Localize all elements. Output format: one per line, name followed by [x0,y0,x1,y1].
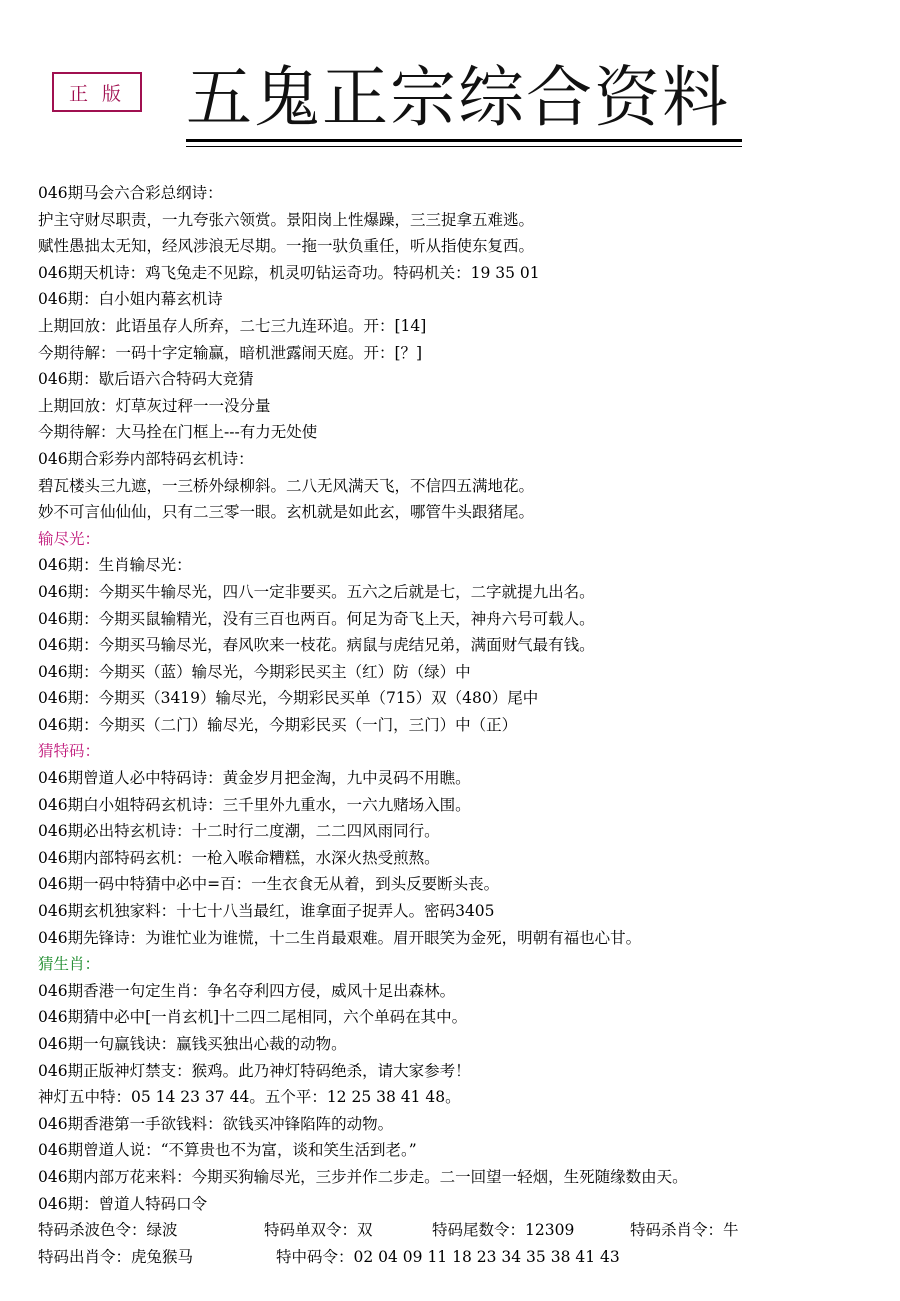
text-line: 046期：今期买（蓝）输尽光，今期彩民买主（红）防（绿）中 [38,662,471,681]
text-line: 046期一码中特猜中必中=百：一生衣食无从着，到头反要断头丧。 [38,875,500,894]
text-line: 046期：今期买（二门）输尽光，今期彩民买（一门，三门）中（正） [38,715,518,734]
section-heading-guess-zodiac: 猜生肖： [38,955,101,974]
section-heading-lose-all: 输尽光： [38,529,101,548]
text-line: 046期：曾道人特码口令 [38,1194,208,1213]
text-line: 今期待解：一码十字定输赢，暗机泄露闹天庭。开：[？] [38,343,423,362]
page-title: 五鬼正宗综合资料 [186,59,730,136]
text-line: 上期回放：灯草灰过秤一一没分量 [38,396,271,415]
footer-out-zodiac: 特码出肖令：虎兔猴马 [38,1247,194,1266]
text-line: 护主守财尽职责，一九夸张六领赏。景阳岗上性爆躁，三三捉拿五难逃。 [38,210,535,229]
footer-hit-numbers: 特中码令：02 04 09 11 18 23 34 35 38 41 43 [276,1247,620,1266]
text-line: 046期必出特玄机诗：十二时行二度潮，二二四风雨同行。 [38,822,440,841]
text-line: 046期：今期买牛输尽光，四八一定非要买。五六之后就是七，二字就提九出名。 [38,582,595,601]
text-line: 046期白小姐特码玄机诗：三千里外九重水，一六九赌场入围。 [38,795,471,814]
text-line: 赋性愚拙太无知，经风涉浪无尽期。一拖一驮负重任，听从指使东复西。 [38,237,535,256]
footer-odd-even: 特码单双令：双 [264,1221,373,1240]
section-heading-guess-number: 猜特码： [38,742,101,761]
text-line: 046期曾道人必中特码诗：黄金岁月把金淘，九中灵码不用瞧。 [38,769,471,788]
text-line: 046期：今期买（3419）输尽光，今期彩民买单（715）双（480）尾中 [38,689,539,708]
text-line: 046期：今期买马输尽光，春风吹来一枝花。病鼠与虎结兄弟，满面财气最有钱。 [38,636,595,655]
text-line: 神灯五中特：05 14 23 37 44。五个平：12 25 38 41 48。 [38,1088,461,1107]
text-line: 046期猜中必中[一肖玄机]十二四二尾相同，六个单码在其中。 [38,1008,468,1027]
footer-row-1 [38,1217,888,1244]
text-line: 046期正版神灯禁支：猴鸡。此乃神灯特码绝杀，请大家参考！ [38,1061,471,1080]
text-line: 046期内部万花来料：今期买狗输尽光，三步并作二步走。二一回望一轻烟，生死随缘数由天。 [38,1167,688,1186]
text-line: 046期玄机独家料：十七十八当最红，谁拿面子捉弄人。密码3405 [38,902,495,921]
text-line: 046期：白小姐内幕玄机诗 [38,290,223,309]
text-line: 046期天机诗：鸡飞兔走不见踪，机灵叨钻运奇功。特码机关：19 35 01 [38,263,540,282]
text-line: 046期：歇后语六合特码大竞猜 [38,370,254,389]
text-line: 046期：生肖输尽光： [38,556,192,575]
title-underline-thick [186,139,742,142]
footer-kill-zodiac: 特码杀肖令：牛 [630,1221,739,1240]
text-line: 今期待解：大马拴在门框上---有力无处使 [38,423,318,442]
title-underline-thin [186,146,742,147]
text-line: 上期回放：此语虽存人所弃，二七三九连环追。开：[14] [38,316,427,335]
edition-badge: 正 版 [52,72,142,112]
text-line: 碧瓦楼头三九遮，一三桥外绿柳斜。二八无风满天飞，不信四五满地花。 [38,476,535,495]
text-line: 046期合彩券内部特码玄机诗： [38,449,254,468]
text-line: 046期先锋诗：为谁忙业为谁慌，十二生肖最艰难。眉开眼笑为金死，明朝有福也心甘。 [38,928,642,947]
footer-row-2 [38,1244,888,1271]
text-line: 妙不可言仙仙仙，只有二三零一眼。玄机就是如此玄，哪管牛头跟猪尾。 [38,503,535,522]
footer-tail-number: 特码尾数令：12309 [432,1221,575,1240]
text-line: 046期：今期买鼠输精光，没有三百也两百。何足为奇飞上天，神舟六号可载人。 [38,609,595,628]
text-line: 046期马会六合彩总纲诗： [38,184,223,202]
text-line: 046期香港一句定生肖：争名夺利四方侵，威风十足出森林。 [38,981,456,1000]
text-line: 046期一句赢钱诀：赢钱买独出心裁的动物。 [38,1035,347,1053]
footer-wave-color: 特码杀波色令：绿波 [38,1221,178,1240]
article-body [38,180,888,1270]
text-line: 046期香港第一手欲钱料：欲钱买冲锋陷阵的动物。 [38,1114,394,1133]
text-line: 046期曾道人说：“不算贵也不为富，谈和笑生活到老。” [38,1141,417,1160]
text-line: 046期内部特码玄机：一枪入喉命糟糕，水深火热受煎熬。 [38,848,440,867]
